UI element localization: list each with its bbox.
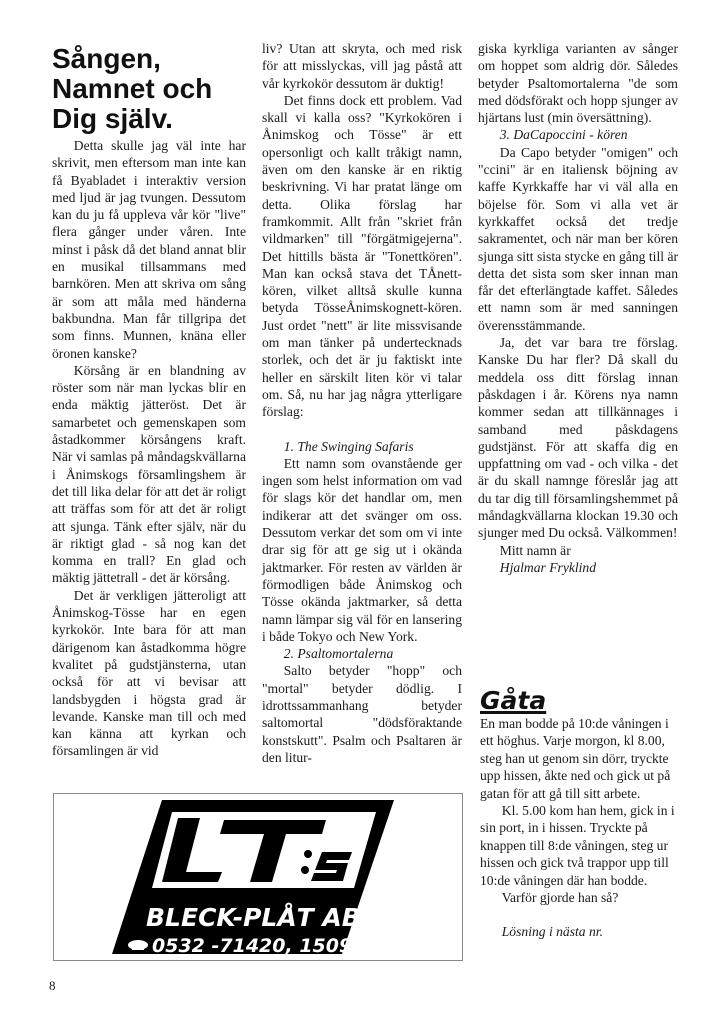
article-paragraph: Salto betyder "hopp" och "mortal" betyder dödlig. I idrottssammanhang betyder saltomortal "dödsföraktande konstskutt". Psalm och Psaltaren är den litur-	[262, 663, 462, 765]
article-paragraph: Ett namn som ovanstående ger ingen som helst information om vad för slags kör det handlar om, men indikerar att det svänger om oss. Dessutom verkar det som om vi inte drar sig för att ge sig ut i okända jaktmarker. För resten av världen är förmodligen både Ånimskog och Tösse okända jaktmarker, så detta namn lämpar sig väl för en lansering i både Tokyo och New York.	[262, 455, 462, 644]
suggestion-heading-3: 3. DaCapoccini - kören	[499, 127, 628, 143]
telephone-icon	[128, 940, 148, 950]
article-paragraph: giska kyrkliga varianten av sånger om hoppet som aldrig dör. Således betyder Psaltomortalerna "de som med dödsförakt och hopp sjunger av hjärtans lust (min översättning).	[478, 41, 678, 126]
suggestion-heading-2: 2. Psaltomortalerna	[283, 646, 394, 662]
riddle-paragraph: En man bodde på 10:de våningen i ett höghus. Varje morgon, kl 8.00, steg han ut genom sin dörr, tryckte upp hissen, åkte ned och gick ut på gatan för att gå till sitt arbete.	[480, 716, 671, 801]
article-paragraph: Körsång är en blandning av röster som när man lyckas blir en enda mäktig jätteröst. Det är samarbetet och gemenskapen som åstadkommer körsångens kraft. När vi samlas på måndagskvällarna i Ånimskogs församlingshem är det till lika delar för att det är roligt att träffas som för att det är roligt att sjunga. Tänk efter själv, när du är riktigt glad - så nog kan det komma en trall? En glad och mäktig jättetrall - det är körsång.	[52, 362, 246, 586]
page-number: 8	[49, 978, 56, 993]
riddle-box	[480, 715, 680, 941]
logo-colon-dot	[301, 866, 309, 874]
advertisement-phone: 0532 -71420, 15092	[152, 935, 366, 957]
article-paragraph: Detta skulle jag väl inte har skrivit, men eftersom man inte kan få Byabladet i interaktiv version med ljud är jag tvungen. Dessutom kan du ju få uppleva vår kör "live" flera gånger under våren. Inte minst i påsk då det bland annat blir en musikal tillsammans med barnkören. Men att skriva om sång är som att måla med händerna bakbundna. Man får tillgripa det som finns. Munnen, knäna eller öronen kanske?	[52, 138, 246, 361]
riddle-title: Gåta	[480, 686, 547, 715]
article-paragraph: Ja, det var bara tre förslag. Kanske Du har fler? Då skall du meddela oss ditt förslag innan påskdagen i år. Körens nya namn kommer sedan att tillkännages i samband med påskdagens gudstjänst. För att skaffa dig en uppfattning om vad - och vilka - det är du skall namnge föreslår jag att du tar dig till församlingshemmet på måndagkvällarna klockan 19.30 och sjunger med Du också. Välkommen!	[478, 335, 678, 541]
article-headline: Sången, Namnet och Dig själv.	[52, 43, 213, 134]
lts-logo	[54, 794, 462, 960]
article-column-2	[262, 40, 462, 766]
article-column-3	[478, 40, 678, 576]
logo-colon-dot	[304, 850, 312, 858]
article-column-1	[52, 137, 246, 760]
article-paragraph: Det är verkligen jätteroligt att Ånimskog-Tösse har en egen kyrkokör. Inte bara för att man därigenom kan åstadkomma högre kvalitet på gudstjänsterna, utan också för att vi bevisar att landsbygden i högsta grad är levande. Kanske man till och med kan känna att kyrkan och församlingen är vid	[52, 587, 246, 759]
riddle-solution-note: Lösning i nästa nr.	[501, 924, 603, 940]
article-paragraph: liv? Utan att skryta, och med risk för att misslyckas, vill jag påstå att vår kyrkokör dessutom är duktig!	[262, 41, 462, 91]
signature-intro: Mitt namn är	[499, 542, 571, 558]
advertisement	[53, 793, 463, 961]
spacer	[262, 421, 462, 438]
article-paragraph: Det finns dock ett problem. Vad skall vi kalla oss? "Kyrkokören i Ånimskog och Tösse" är ett opersonligt och kallt tråkigt namn, även om den kanske är en riktig beskrivning. Vi har pratat länge om detta. Olika förslag har framkommit. Allt från "skriet från vildmarken" till "förgätmigejerna". Det hittills bästa är "Tonettkören". Man kan också stava det TÅnett-kören, vilket alltså skulle kunna betyda TösseÅnimskognett-kören. Just ordet "nett" är lite missvisande om man tänker på undertecknads storlek, och det är ju faktiskt inte heller en särskilt liten kör vi talar om. Så, nu har jag några ytterligare förslag:	[262, 92, 462, 420]
signature-name: Hjalmar Fryklind	[499, 559, 597, 575]
suggestion-heading-1: 1. The Swinging Safaris	[283, 438, 414, 454]
riddle-question: Varför gjorde han så?	[501, 890, 619, 906]
riddle-paragraph: Kl. 5.00 kom han hem, gick in i sin port, in i hissen. Tryckte på knappen till 8:de våningen, steg ur hissen och gick två trappor upp till 10:de våningen där han bodde.	[480, 803, 675, 888]
article-paragraph: Da Capo betyder "omigen" och "ccini" är en italiensk böjning av kaffe Kyrkkaffe har vi väl alla en böjelse för. Som vi alla vet är kyrkkaffet också det tredje sakramentet, och när man ber kören sjunga sitt sista stycke en gång till är detta det sista som sker innan man får det efterlängtade kaffet. Således ett namn som är med sanningen överensstämmande.	[478, 144, 678, 333]
advertisement-company: BLECK-PLÅT AB	[146, 903, 361, 932]
